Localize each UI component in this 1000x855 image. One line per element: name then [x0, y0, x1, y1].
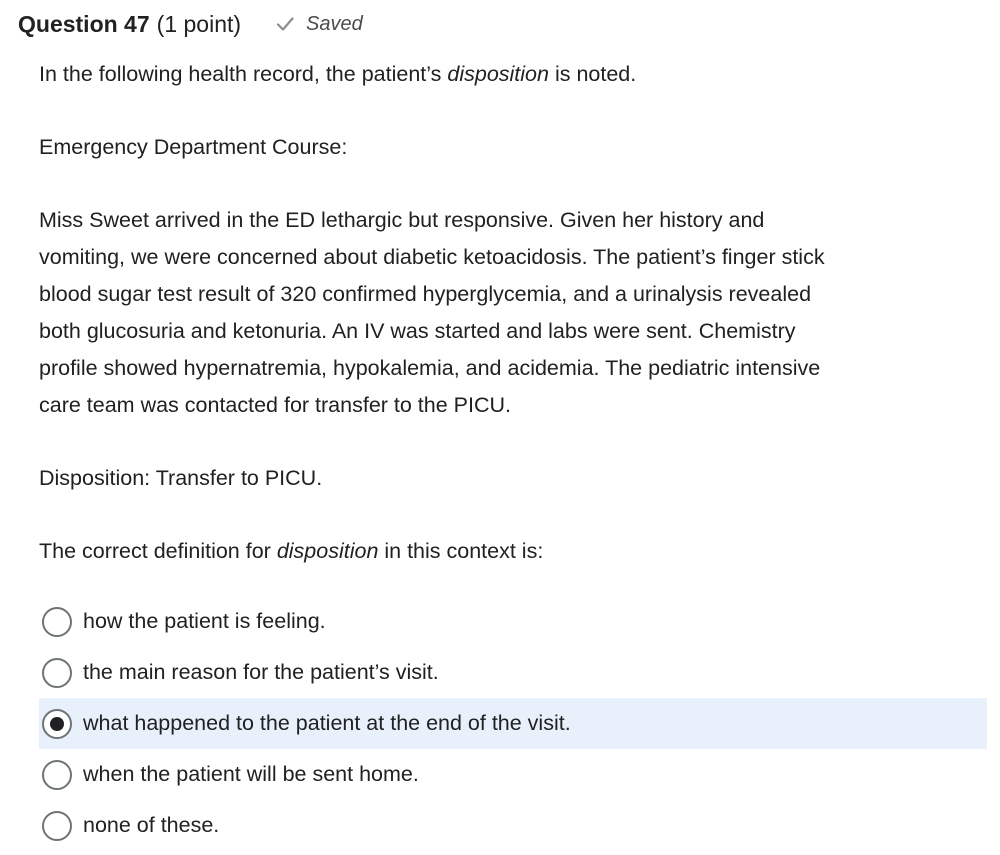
radio-selected-dot: [50, 717, 64, 731]
course-line: care team was contacted for transfer to the PICU.: [39, 393, 512, 417]
question-points: (1 point): [156, 10, 242, 37]
radio-button[interactable]: [42, 658, 72, 688]
choice-label: what happened to the patient at the end of the visit.: [83, 711, 571, 735]
course-line: Miss Sweet arrived in the ED lethargic but responsive. Given her history and: [39, 208, 765, 232]
answer-choice-5[interactable]: [39, 800, 987, 851]
definition-term: disposition: [276, 539, 379, 563]
question-header: [18, 8, 363, 40]
radio-button[interactable]: [42, 607, 72, 637]
course-line: profile showed hypernatremia, hypokalemia, and acidemia. The pediatric intensive: [39, 356, 821, 380]
choice-label: the main reason for the patient’s visit.: [83, 660, 439, 684]
saved-status: [275, 13, 363, 36]
radio-button[interactable]: [42, 760, 72, 790]
course-line: both glucosuria and ketonuria. An IV was started and labs were sent. Chemistry: [39, 319, 796, 343]
disposition-line: Disposition: Transfer to PICU.: [39, 466, 323, 490]
intro-term: disposition: [447, 62, 549, 86]
answer-choice-4[interactable]: [39, 749, 987, 800]
course-line: vomiting, we were concerned about diabetic ketoacidosis. The patient’s finger stick: [39, 245, 825, 269]
radio-button[interactable]: [42, 811, 72, 841]
intro-text: In the following health record, the patient’s disposition is noted.: [39, 62, 637, 86]
checkmark-icon: [275, 14, 295, 34]
answer-choice-1[interactable]: [39, 596, 987, 647]
definition-prompt: The correct definition for disposition in this context is:: [39, 539, 544, 563]
answer-choice-2[interactable]: [39, 647, 987, 698]
choice-label: when the patient will be sent home.: [83, 762, 419, 786]
saved-label: Saved: [306, 12, 363, 35]
section-heading: Emergency Department Course:: [39, 135, 348, 159]
question-body: [39, 56, 979, 570]
answer-choices: [39, 596, 987, 851]
radio-button[interactable]: [42, 709, 72, 739]
course-paragraph: [39, 202, 979, 424]
question-title: Question 47: [18, 10, 150, 37]
choice-label: none of these.: [83, 813, 220, 837]
choice-label: how the patient is feeling.: [83, 609, 326, 633]
course-line: blood sugar test result of 320 confirmed hyperglycemia, and a urinalysis revealed: [39, 282, 812, 306]
answer-choice-3[interactable]: [39, 698, 987, 749]
